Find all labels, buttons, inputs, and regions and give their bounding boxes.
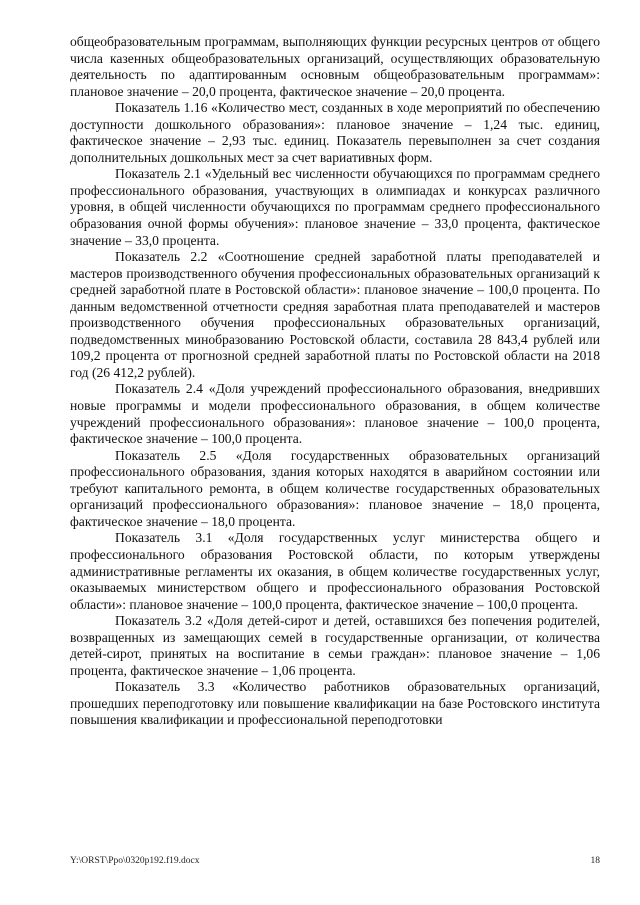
footer-file-path: Y:\ORST\Ppo\0320p192.f19.docx (70, 856, 200, 866)
paragraph-indicator-3-1: Показатель 3.1 «Доля государственных услуг министерства общего и профессионального образования Ростовской области, по которым утверждены административные регламенты их оказания, в общем количестве государственных услуг, оказываемых министерством общего и профессионального образования Ростовской области»: плановое значение – 100,0 процента, фактическое значение – 100,0 процента. (70, 530, 600, 612)
paragraph-continuation: общеобразовательным программам, выполняющих функции ресурсных центров от общего числа казенных общеобразовательных организаций, осуществляющих образовательную деятельность по адаптированным основным общеобразовательным программам»: плановое значение – 20,0 процента, фактическое значение – 20,0 процента. (70, 34, 600, 99)
document-body (70, 34, 600, 729)
paragraph-indicator-2-5: Показатель 2.5 «Доля государственных образовательных организаций профессионального образования, здания которых находятся в аварийном состоянии или требуют капитального ремонта, в общем количестве государственных образовательных организаций профессионального образования»: плановое значение – 18,0 процента, фактическое значение – 18,0 процента. (70, 447, 600, 529)
paragraph-indicator-3-2: Показатель 3.2 «Доля детей-сирот и детей, оставшихся без попечения родителей, возвращенных из замещающих семей в государственные организации, от количества детей-сирот, принятых на воспитание в семьи граждан»: плановое значение – 1,06 процента, фактическое значение – 1,06 процента. (70, 613, 600, 678)
paragraph-indicator-2-4: Показатель 2.4 «Доля учреждений профессионального образования, внедривших новые программы и модели профессионального образования, в общем количестве учреждений профессионального образования»: плановое значение – 100,0 процента, фактическое значение – 100,0 процента. (70, 381, 600, 447)
paragraph-indicator-3-3: Показатель 3.3 «Количество работников образовательных организаций, прошедших переподготовку или повышение квалификации на базе Ростовского института повышения квалификации и профессиональной переподготовки (70, 679, 600, 728)
paragraph-indicator-1-16: Показатель 1.16 «Количество мест, созданных в ходе мероприятий по обеспечению доступности дошкольного образования»: плановое значение – 1,24 тыс. единиц, фактическое значение – 2,93 тыс. единиц. Показатель перевыполнен за счет создания дополнительных дошкольных мест за счет вариативных форм. (70, 100, 600, 165)
page-number: 18 (590, 856, 600, 866)
paragraph-indicator-2-1: Показатель 2.1 «Удельный вес численности обучающихся по программам среднего профессионального образования, участвующих в олимпиадах и конкурсах различного уровня, в общей численности обучающихся по программам среднего профессионального образования очной формы обучения»: плановое значение – 33,0 процента, фактическое значение – 33,0 процента. (70, 166, 600, 248)
paragraph-indicator-2-2: Показатель 2.2 «Соотношение средней заработной платы преподавателей и мастеров производственного обучения профессиональных образовательных организаций к средней заработной плате в Ростовской области»: плановое значение – 100,0 процента. По данным ведомственной отчетности средняя заработная плата преподавателей и мастеров производственного обучения профессиональных образовательных организаций, подведомственных минобразованию Ростовской области, составила 28 843,4 рублей или 109,2 процента от прогнозной средней заработной платы по Ростовской области на 2018 год (26 412,2 рублей). (70, 249, 600, 380)
